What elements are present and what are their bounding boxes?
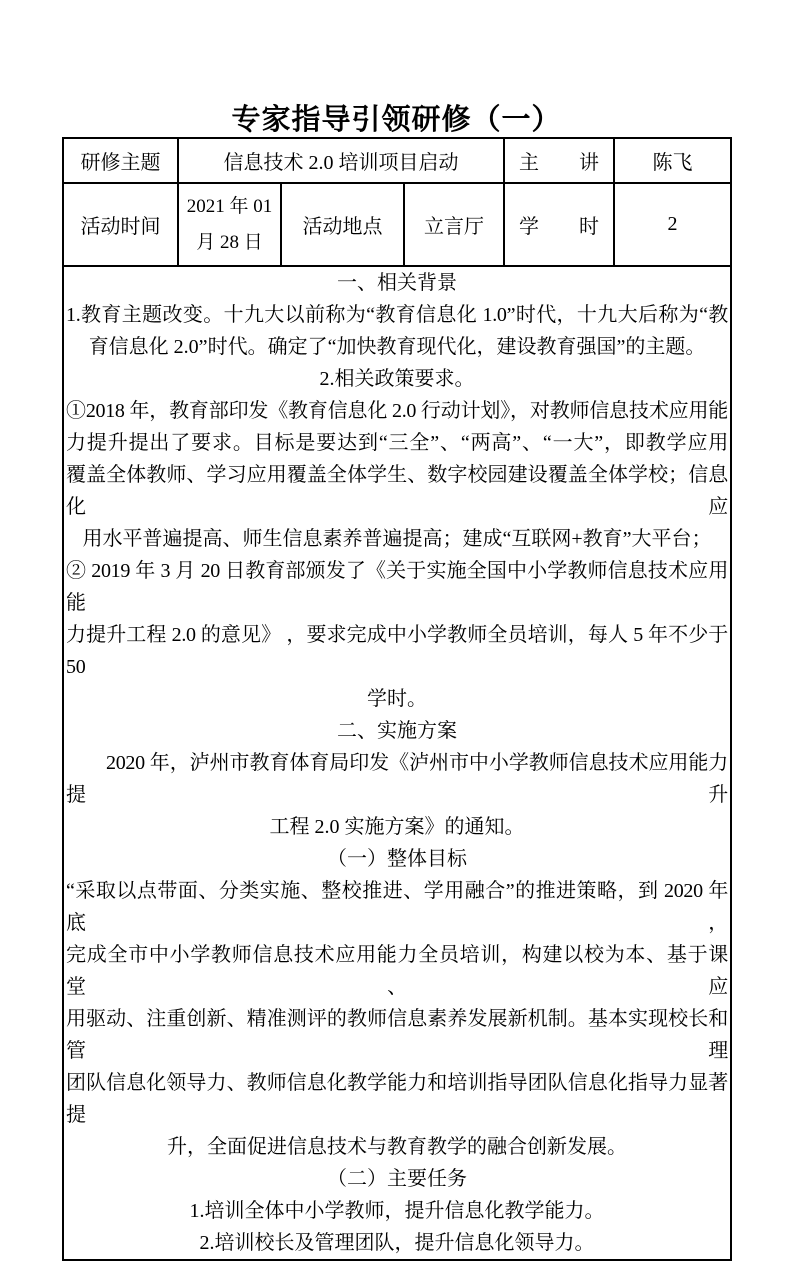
body-line: 用驱动、注重创新、精准测评的教师信息素养发展新机制。基本实现校长和管理 [66, 1008, 729, 1062]
document-title: 专家指导引领研修（一） [231, 104, 562, 136]
body-line: ② 2019 年 3 月 20 日教育部颁发了《关于实施全国中小学教师信息技术应用能 [66, 560, 729, 614]
cell-topic-label: 研修主题 [63, 138, 178, 183]
body-line: 学时。 [367, 688, 427, 710]
body-line: 力提升工程 2.0 的意见》 ，要求完成中小学教师全员培训，每人 5 年不少于 50 [66, 624, 729, 678]
cell-venue-label: 活动地点 [281, 183, 404, 266]
table-row [63, 138, 731, 183]
body-line: 升，全面促进信息技术与教育教学的融合创新发展。 [167, 1136, 627, 1158]
cell-time-value [178, 183, 281, 266]
body-line: 2.相关政策要求。 [319, 368, 475, 390]
cell-lecturer-value: 陈飞 [614, 138, 731, 183]
cell-venue-value: 立言厅 [404, 183, 504, 266]
body-line: 育信息化 2.0”时代。确定了“加快教育现代化，建设教育强国”的主题。 [88, 336, 706, 358]
table-row [63, 183, 731, 266]
body-line: 覆盖全体教师、学习应用覆盖全体学生、数字校园建设覆盖全体学校；信息化应 [66, 464, 729, 518]
cell-lecturer-label: 主 讲 [504, 138, 614, 183]
body-line: 一、相关背景 [337, 272, 457, 294]
time-value-line2: 月 28 日 [196, 231, 263, 253]
cell-topic-value: 信息技术 2.0 培训项目启动 [178, 138, 504, 183]
cell-hours-value: 2 [614, 183, 731, 266]
body-line: 1.培训全体中小学教师，提升信息化教学能力。 [189, 1200, 605, 1222]
table-row [63, 266, 731, 1260]
header-table [62, 137, 732, 1261]
body-line: “采取以点带面、分类实施、整校推进、学用融合”的推进策略，到 2020 年底， [66, 880, 729, 934]
body-line: 1.教育主题改变。十九大以前称为“教育信息化 1.0”时代，十九大后称为“教 [66, 304, 729, 326]
body-line: ①2018 年，教育部印发《教育信息化 2.0 行动计划》，对教师信息技术应用能 [66, 400, 729, 422]
body-line: 团队信息化领导力、教师信息化教学能力和培训指导团队信息化指导力显著提 [66, 1072, 729, 1126]
time-value-line1: 2021 年 01 [186, 195, 273, 217]
body-line: 二、实施方案 [337, 720, 457, 742]
body-line: 工程 2.0 实施方案》的通知。 [269, 816, 525, 838]
body-line: 力提升提出了要求。目标是要达到“三全”、“两高”、“一大”，即教学应用 [66, 432, 729, 454]
cell-hours-label: 学 时 [504, 183, 614, 266]
body-line: （一）整体目标 [327, 848, 467, 870]
body-line: （二）主要任务 [327, 1168, 467, 1190]
cell-time-label: 活动时间 [63, 183, 178, 266]
body-line: 2.培训校长及管理团队，提升信息化领导力。 [199, 1232, 595, 1254]
body-line: 用水平普遍提高、师生信息素养普遍提高；建成“互联网+教育”大平台； [82, 528, 712, 550]
body-line: 完成全市中小学教师信息技术应用能力全员培训，构建以校为本、基于课堂、应 [66, 944, 729, 998]
body-line: 2020 年，泸州市教育体育局印发《泸州市中小学教师信息技术应用能力提升 [66, 752, 729, 806]
body-cell [63, 266, 731, 1260]
